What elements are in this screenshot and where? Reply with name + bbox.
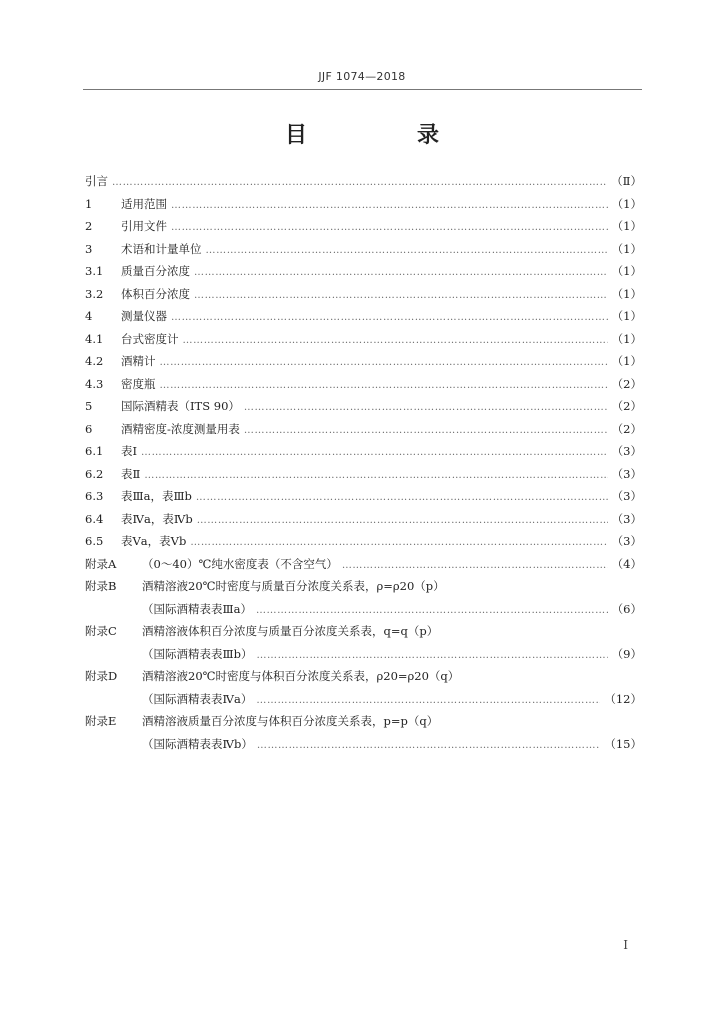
leader-dots bbox=[244, 397, 608, 420]
leader-dots bbox=[342, 555, 608, 578]
toc-entry-label: 台式密度计 bbox=[121, 331, 179, 346]
header-rule bbox=[83, 89, 642, 90]
toc-entry-4[interactable] bbox=[85, 305, 642, 328]
toc-entry-6-5[interactable] bbox=[85, 530, 642, 553]
toc-entry-3-1[interactable] bbox=[85, 260, 642, 283]
toc-entry-label: 酒精计 bbox=[121, 354, 156, 368]
toc-entry-label: 酒精溶液20℃时密度与体积百分浓度关系表，ρ20=ρ20（q） bbox=[142, 669, 460, 683]
toc-entry-label: 表Ⅱ bbox=[121, 466, 141, 481]
toc-entry-6-3[interactable] bbox=[85, 485, 642, 508]
toc-entry-label: 国际酒精表（ITS 90） bbox=[121, 399, 240, 413]
toc-entry-number: 4.2 bbox=[85, 354, 104, 368]
toc-entry-foreword[interactable] bbox=[85, 170, 642, 193]
toc-entry-label: 酒精溶液体积百分浓度与质量百分浓度关系表，q=q（p） bbox=[142, 624, 439, 638]
leader-dots bbox=[196, 487, 608, 510]
leader-dots bbox=[160, 375, 608, 398]
table-of-contents bbox=[85, 170, 642, 755]
toc-entry-label: （国际酒精表表Ⅳb） bbox=[142, 736, 253, 751]
leader-dots bbox=[256, 690, 600, 713]
toc-entry-number: 3.2 bbox=[85, 286, 104, 301]
toc-entry-label: 术语和计量单位 bbox=[121, 241, 202, 256]
page-title: 目 录 bbox=[284, 122, 483, 148]
toc-entry-page: （1） bbox=[611, 354, 642, 368]
toc-entry-label: 适用范围 bbox=[121, 196, 167, 211]
leader-dots bbox=[144, 465, 607, 488]
toc-entry-page: （3） bbox=[611, 466, 642, 481]
toc-entry-label: 密度瓶 bbox=[121, 376, 156, 391]
toc-entry-number: 4.3 bbox=[85, 376, 104, 391]
toc-entry-label: 表Ⅲa，表Ⅲb bbox=[121, 489, 192, 503]
toc-entry-page: （3） bbox=[611, 534, 642, 548]
toc-entry-number: 2 bbox=[85, 219, 93, 233]
toc-entry-2[interactable] bbox=[85, 215, 642, 238]
toc-entry-appendix-d[interactable] bbox=[85, 665, 642, 688]
toc-entry-6-4[interactable] bbox=[85, 508, 642, 531]
toc-entry-label: 酒精溶液20℃时密度与质量百分浓度关系表，ρ=ρ20（p） bbox=[142, 579, 445, 593]
toc-entry-6[interactable] bbox=[85, 418, 642, 441]
page-number: I bbox=[623, 938, 628, 952]
toc-entry-number: 6.3 bbox=[85, 489, 104, 503]
toc-entry-1[interactable] bbox=[85, 193, 642, 216]
toc-entry-number: 附录C bbox=[85, 624, 117, 638]
toc-entry-label: （0～40）℃纯水密度表（不含空气） bbox=[142, 556, 338, 571]
toc-entry-appendix-e-cont[interactable] bbox=[85, 733, 642, 756]
toc-entry-4-2[interactable] bbox=[85, 350, 642, 373]
toc-entry-label: 表Ⅴa，表Ⅴb bbox=[121, 534, 187, 548]
toc-entry-appendix-b[interactable] bbox=[85, 575, 642, 598]
toc-entry-number: 5 bbox=[85, 399, 93, 413]
leader-dots bbox=[171, 195, 608, 218]
toc-entry-page: （Ⅱ） bbox=[611, 174, 642, 188]
toc-entry-appendix-d-cont[interactable] bbox=[85, 688, 642, 711]
leader-dots bbox=[257, 735, 601, 758]
leader-dots bbox=[171, 307, 608, 330]
toc-entry-appendix-a[interactable] bbox=[85, 553, 642, 576]
toc-entry-label: 酒精密度-浓度测量用表 bbox=[121, 421, 240, 436]
toc-entry-4-1[interactable] bbox=[85, 328, 642, 351]
toc-entry-appendix-b-cont[interactable] bbox=[85, 598, 642, 621]
leader-dots bbox=[112, 172, 607, 195]
toc-entry-number: 4.1 bbox=[85, 331, 104, 346]
toc-entry-label: 测量仪器 bbox=[121, 309, 167, 323]
toc-entry-6-1[interactable] bbox=[85, 440, 642, 463]
toc-entry-number: 6.1 bbox=[85, 444, 104, 458]
leader-dots bbox=[197, 510, 608, 533]
toc-entry-number: 附录D bbox=[85, 669, 118, 683]
toc-entry-page: （2） bbox=[611, 421, 642, 436]
leader-dots bbox=[183, 330, 608, 353]
toc-entry-3-2[interactable] bbox=[85, 283, 642, 306]
toc-entry-number: 附录E bbox=[85, 714, 117, 728]
toc-entry-appendix-c-cont[interactable] bbox=[85, 643, 642, 666]
toc-entry-number: 3 bbox=[85, 241, 93, 256]
toc-entry-page: （1） bbox=[611, 331, 642, 346]
toc-entry-label: （国际酒精表表Ⅳa） bbox=[142, 691, 253, 706]
toc-entry-number: 3.1 bbox=[85, 264, 104, 278]
toc-entry-page: （1） bbox=[611, 309, 642, 323]
toc-entry-number: 6.5 bbox=[85, 534, 104, 548]
leader-dots bbox=[256, 600, 608, 623]
toc-entry-6-2[interactable] bbox=[85, 463, 642, 486]
toc-entry-page: （1） bbox=[611, 219, 642, 233]
toc-entry-3[interactable] bbox=[85, 238, 642, 261]
toc-entry-number: 6.2 bbox=[85, 466, 104, 481]
toc-entry-page: （15） bbox=[604, 736, 642, 751]
document-code-header: JJF 1074—2018 bbox=[318, 70, 406, 83]
leader-dots bbox=[256, 645, 607, 668]
toc-entry-page: （1） bbox=[611, 241, 642, 256]
leader-dots bbox=[160, 352, 608, 375]
toc-entry-5[interactable] bbox=[85, 395, 642, 418]
toc-entry-4-3[interactable] bbox=[85, 373, 642, 396]
leader-dots bbox=[244, 420, 608, 443]
toc-entry-page: （6） bbox=[611, 601, 642, 616]
toc-entry-appendix-c[interactable] bbox=[85, 620, 642, 643]
toc-entry-page: （2） bbox=[611, 376, 642, 391]
toc-entry-page: （3） bbox=[611, 444, 642, 458]
toc-entry-number: 附录A bbox=[85, 556, 117, 571]
toc-entry-label: 引言 bbox=[85, 174, 108, 188]
leader-dots bbox=[171, 217, 608, 240]
toc-entry-number: 附录B bbox=[85, 579, 117, 593]
leader-dots bbox=[206, 240, 608, 263]
toc-entry-label: 质量百分浓度 bbox=[121, 264, 190, 278]
toc-entry-page: （1） bbox=[611, 264, 642, 278]
leader-dots bbox=[194, 285, 608, 308]
toc-entry-label: 表Ⅰ bbox=[121, 444, 138, 458]
toc-entry-page: （3） bbox=[611, 511, 642, 526]
toc-entry-page: （9） bbox=[611, 646, 642, 661]
toc-entry-page: （4） bbox=[611, 556, 642, 571]
toc-entry-page: （3） bbox=[611, 489, 642, 503]
toc-entry-page: （2） bbox=[611, 399, 642, 413]
toc-entry-label: （国际酒精表表Ⅲa） bbox=[142, 601, 252, 616]
toc-entry-number: 6.4 bbox=[85, 511, 104, 526]
toc-entry-number: 4 bbox=[85, 309, 93, 323]
toc-entry-page: （12） bbox=[604, 691, 642, 706]
toc-entry-number: 1 bbox=[85, 196, 93, 211]
toc-entry-label: 引用文件 bbox=[121, 219, 167, 233]
toc-entry-page: （1） bbox=[611, 196, 642, 211]
leader-dots bbox=[194, 262, 608, 285]
toc-entry-label: 表Ⅳa，表Ⅳb bbox=[121, 511, 193, 526]
toc-entry-label: 酒精溶液质量百分浓度与体积百分浓度关系表，p=p（q） bbox=[142, 714, 439, 728]
leader-dots bbox=[141, 442, 608, 465]
leader-dots bbox=[190, 532, 607, 555]
toc-entry-number: 6 bbox=[85, 421, 93, 436]
toc-entry-label: （国际酒精表表Ⅲb） bbox=[142, 646, 253, 661]
toc-entry-page: （1） bbox=[611, 286, 642, 301]
toc-entry-appendix-e[interactable] bbox=[85, 710, 642, 733]
toc-entry-label: 体积百分浓度 bbox=[121, 286, 190, 301]
